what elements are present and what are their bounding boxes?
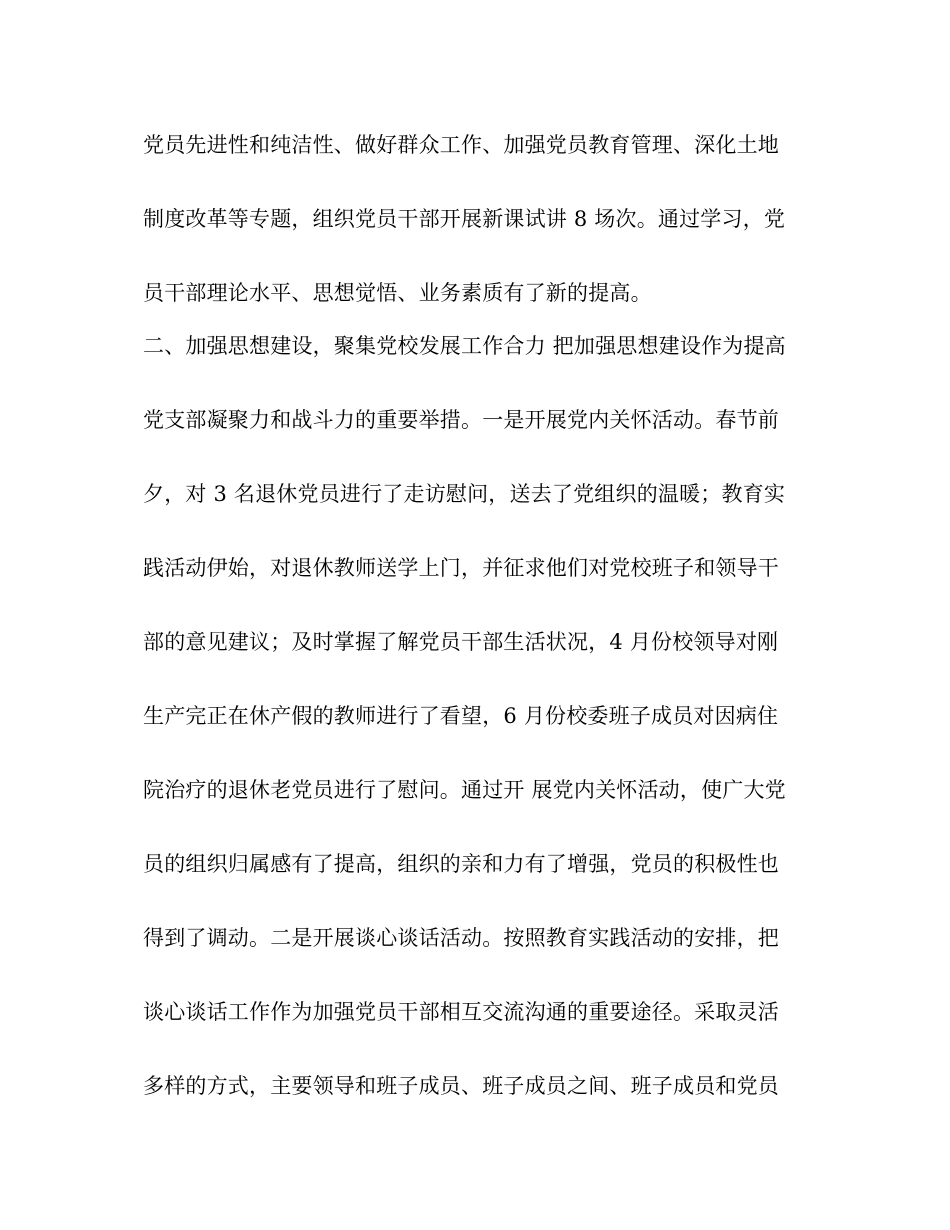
text-line-12: 得到了调动。二是开展谈心谈话活动。按照教育实践活动的安排，把 xyxy=(143,926,779,950)
text-line-3: 员干部理论水平、思想觉悟、业务素质有了新的提高。 xyxy=(143,281,652,305)
text-line-13: 谈心谈话工作作为加强党员干部相互交流沟通的重要途径。采取灵活 xyxy=(143,1000,779,1024)
text-line-8: 部的意见建议；及时掌握了解党员干部生活状况，4 月份校领导对刚 xyxy=(143,630,779,654)
text-line-1: 党员先进性和纯洁性、做好群众工作、加强党员教育管理、深化土地 xyxy=(143,133,779,157)
text-line-5: 党支部凝聚力和战斗力的重要举措。一是开展党内关怀活动。春节前 xyxy=(143,408,779,432)
text-line-7: 践活动伊始，对退休教师送学上门，并征求他们对党校班子和领导干 xyxy=(143,556,779,580)
text-line-10: 院治疗的退休老党员进行了慰问。通过开 展党内关怀活动，使广大党 xyxy=(143,778,786,802)
text-line-14: 多样的方式，主要领导和班子成员、班子成员之间、班子成员和党员 xyxy=(143,1074,779,1098)
text-line-9: 生产完正在休产假的教师进行了看望，6 月份校委班子成员对因病住 xyxy=(143,704,779,728)
text-line-11: 员的组织归属感有了提高，组织的亲和力有了增强，党员的积极性也 xyxy=(143,852,779,876)
text-line-6: 夕，对 3 名退休党员进行了走访慰问，送去了党组织的温暖；教育实 xyxy=(143,482,786,506)
section-heading-line: 二、加强思想建设，聚集党校发展工作合力 把加强思想建设作为提高 xyxy=(143,334,786,358)
text-line-2: 制度改革等专题，组织党员干部开展新课试讲 8 场次。通过学习，党 xyxy=(143,207,786,231)
